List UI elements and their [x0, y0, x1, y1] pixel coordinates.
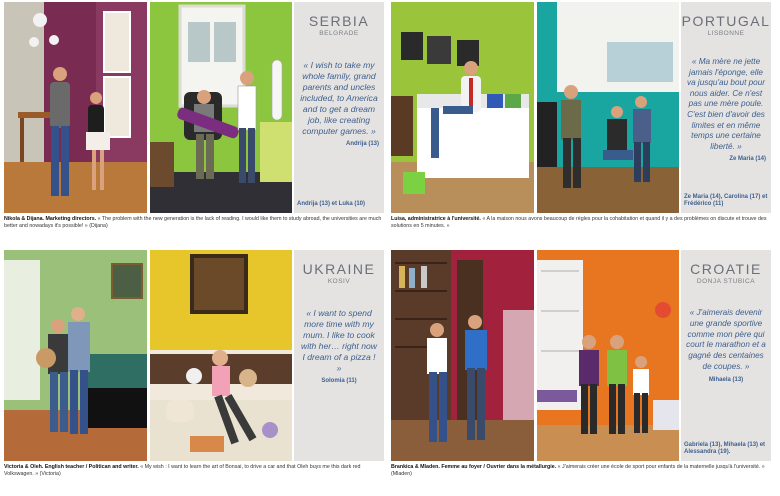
child-quote [686, 57, 766, 165]
child-quote [299, 308, 379, 387]
caption-text: « J'aimerais créer une école de sport pour enfants de la maternelle jusqu'à l'université. » (Mladen) [391, 464, 765, 477]
caption-text: « The problem with the new generation is the lack of reading. I would like them to study abroad, the universities are much better and nowadays it's possible! » (Dijana) [4, 216, 382, 229]
child-quote [299, 60, 379, 150]
family-photo-parents [391, 2, 534, 213]
children-names: Ze Maria (14), Carolina (17) et Frédérico (11) [684, 194, 768, 207]
sidebar-portugal [681, 2, 771, 213]
caption-text: « My wish : I want to learn the art of Bonsai, to drive a car and that Oleh buys me this dark red Volkswagen. » (Victoria) [4, 464, 361, 477]
country-title: UKRAINE [302, 261, 376, 277]
panel-serbia [4, 2, 384, 244]
quote-text: « I want to spend more time with my mum. I like to cook with her… right now I dream of a pizza ! » [301, 308, 377, 373]
country-title: PORTUGAL [681, 13, 771, 29]
caption-names: Brankica & Mladen. Femme au foyer / Ouvrier dans la métallurgie. [391, 464, 557, 470]
city-name: DONJA STUBICA [696, 278, 756, 285]
panel-croatie [391, 250, 771, 492]
children-photo [150, 2, 292, 213]
sidebar-croatie [681, 250, 771, 461]
caption-names: Victoria & Oleh. English teacher / Politican and writer. [4, 464, 139, 470]
caption-names: Luisa, administratrice à l'université. [391, 216, 481, 222]
photo-caption [391, 216, 771, 230]
photo-caption [4, 216, 384, 230]
child-quote [686, 308, 766, 386]
family-photo-parents [391, 250, 534, 461]
quote-text: « I wish to take my whole family, grand parents and uncles included, to America and to get a dream job, like creating computer games. » [300, 60, 378, 136]
country-title: SERBIA [308, 13, 370, 29]
children-photo [537, 250, 679, 461]
children-names: Andrija (13) et Luka (10) [297, 201, 366, 207]
sidebar-serbia [294, 2, 384, 213]
children-photo [537, 2, 679, 213]
caption-text: « A la maison nous avons beaucoup de règles pour la cohabitation et quand il y a des problèmes on discute et trouve des solutions en 5 minutes. » [391, 216, 767, 229]
city-name: BELGRADE [319, 30, 359, 37]
quote-author: Ze Maria (14) [729, 156, 766, 163]
photo-caption [391, 464, 771, 478]
quote-text: « Ma mère ne jette jamais l'éponge, elle va jusqu'au bout pour nous aider. Ce n'est pas une mère poule. C'est bien d'avoir des limites et en même temps une certaine liberté. » [686, 57, 766, 151]
sidebar-ukraine [294, 250, 384, 461]
city-name: KOSIV [327, 278, 351, 285]
caption-names: Nikola & Dijana. Marketing directors. [4, 216, 97, 222]
children-names: Gabriela (13), Mihaela (13) et Alessandra (19). [684, 442, 766, 455]
country-title: CROATIE [690, 261, 762, 277]
family-photo-parents [4, 2, 147, 213]
panel-portugal [391, 2, 771, 244]
children-photo [150, 250, 292, 461]
quote-author: Solomia (11) [321, 378, 357, 384]
city-name: LISBONNE [707, 30, 745, 37]
quote-text: « J'aimerais devenir une grande sportive comme mon père qui court le marathon et a gagné des centaines de coupes. » [686, 308, 766, 371]
quote-author: Andrija (13) [345, 141, 379, 147]
quote-author: Mihaela (13) [708, 376, 744, 383]
family-photo-parents [4, 250, 147, 461]
photo-caption [4, 464, 384, 478]
panel-ukraine [4, 250, 384, 492]
